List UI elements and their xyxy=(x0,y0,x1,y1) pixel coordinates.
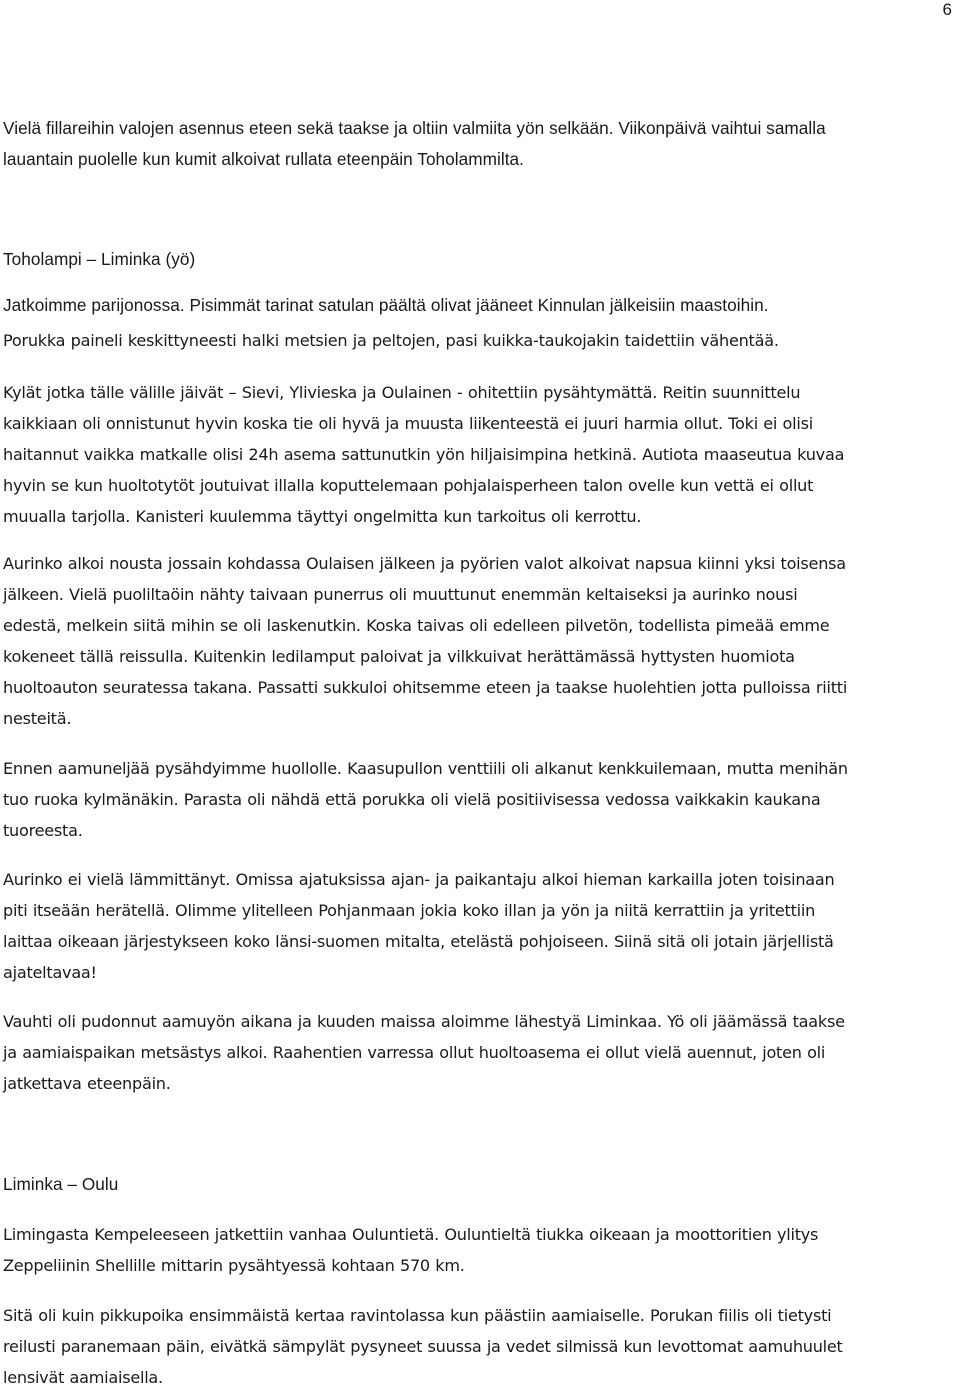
text-line: Ennen aamuneljää pysähdyimme huollolle. Kaasupullon venttiili oli alkanut kenkkuilemaan, mutta menihän xyxy=(3,759,848,778)
paragraph xyxy=(3,377,953,532)
text-line: kokeneet tällä reissulla. Kuitenkin ledilamput paloivat ja vilkkuivat herättämässä hyttysten huomiota xyxy=(3,647,795,666)
text-line: huoltoauton seuratessa takana. Passatti sukkuloi ohitsemme eteen ja taakse huolehtien jotta pulloissa riitti xyxy=(3,678,848,697)
paragraph xyxy=(3,1006,953,1099)
text-line: ajateltavaa! xyxy=(3,963,97,982)
text-line: Toholampi – Liminka (yö) xyxy=(3,249,196,269)
text-line: edestä, melkein siitä mihin se oli laskenutkin. Koska taivas oli edelleen pilvetön, todellista pimeää emme xyxy=(3,616,830,635)
paragraph-intro xyxy=(3,113,953,175)
text-line: Limingasta Kempeleeseen jatkettiin vanhaa Ouluntietä. Ouluntieltä tiukka oikeaan ja moottoritien ylitys xyxy=(3,1225,819,1244)
text-line: haitannut vaikka matkalle olisi 24h asema sattunutkin yön hiljaisimpina hetkinä. Autiota maaseutua kuvaa xyxy=(3,445,845,464)
text-line: piti itseään herätellä. Olimme ylitelleen Pohjanmaan jokia koko illan ja yön ja niitä kerrattiin ja yritettiin xyxy=(3,901,816,920)
text-line: hyvin se kun huoltotytöt joutuivat illalla koputtelemaan pohjalaisperheen talon ovelle kun vettä ei ollut xyxy=(3,476,814,495)
text-line: laittaa oikeaan järjestykseen koko länsi-suomen mitalta, etelästä pohjoiseen. Siinä sitä oli jotain järjellistä xyxy=(3,932,834,951)
text-line: tuoreesta. xyxy=(3,821,83,840)
text-line: ja aamiaispaikan metsästys alkoi. Raahentien varressa ollut huoltoasema ei ollut vielä auennut, joten oli xyxy=(3,1043,826,1062)
text-line: Vauhti oli pudonnut aamuyön aikana ja kuuden maissa aloimme lähestyä Liminkaa. Yö oli jäämässä taakse xyxy=(3,1012,845,1031)
section-heading-liminka-oulu xyxy=(3,1169,953,1200)
text-line: muualla tarjolla. Kanisteri kuulemma täyttyi ongelmitta kun tarkoitus oli kerrottu. xyxy=(3,507,642,526)
text-line: Sitä oli kuin pikkupoika ensimmäistä kertaa ravintolassa kun päästiin aamiaiselle. Porukan fiilis oli tietysti xyxy=(3,1306,832,1325)
paragraph xyxy=(3,548,953,734)
text-line: Liminka – Oulu xyxy=(3,1174,119,1194)
text-line: Porukka paineli keskittyneesti halki metsien ja peltojen, pasi kuikka-taukojakin taidettiin vähentää. xyxy=(3,331,779,350)
text-line: Jatkoimme parijonossa. Pisimmät tarinat satulan päältä olivat jääneet Kinnulan jälkeisiin maastoihin. xyxy=(3,295,769,315)
paragraph xyxy=(3,1219,953,1281)
section-heading-toholampi-liminka xyxy=(3,244,953,275)
paragraph xyxy=(3,325,953,356)
paragraph xyxy=(3,1300,953,1393)
text-line: Vielä fillareihin valojen asennus eteen sekä taakse ja oltiin valmiita yön selkään. Viikonpäivä vaihtui samalla xyxy=(3,118,826,138)
text-line: jälkeen. Vielä puoliltaöin nähty taivaan punerrus oli muuttunut enemmän keltaiseksi ja aurinko nousi xyxy=(3,585,798,604)
text-line: Zeppeliinin Shellille mittarin pysähtyessä kohtaan 570 km. xyxy=(3,1256,465,1275)
text-line: Aurinko ei vielä lämmittänyt. Omissa ajatuksissa ajan- ja paikantaju alkoi hieman karkailla joten toisinaan xyxy=(3,870,835,889)
text-line: lauantain puolelle kun kumit alkoivat rullata eteenpäin Toholammilta. xyxy=(3,149,524,169)
text-line: nesteitä. xyxy=(3,709,72,728)
text-line: tuo ruoka kylmänäkin. Parasta oli nähdä että porukka oli vielä positiivisessa vedossa vaikkakin kaukana xyxy=(3,790,821,809)
page-number: 6 xyxy=(942,0,952,19)
paragraph xyxy=(3,864,953,988)
text-line: reilusti paranemaan päin, eivätkä sämpylät pysyneet suussa ja vedet silmissä kun levottomat aamuhuulet xyxy=(3,1337,843,1356)
text-line: jatkettava eteenpäin. xyxy=(3,1074,171,1093)
paragraph xyxy=(3,753,953,846)
text-line: kaikkiaan oli onnistunut hyvin koska tie oli hyvä ja muusta liikenteestä ei juuri harmia ollut. Toki ei olisi xyxy=(3,414,813,433)
text-line: Kylät jotka tälle välille jäivät – Sievi, Ylivieska ja Oulainen - ohitettiin pysähtymättä. Reitin suunnittelu xyxy=(3,383,801,402)
text-line: Aurinko alkoi nousta jossain kohdassa Oulaisen jälkeen ja pyörien valot alkoivat napsua kiinni yksi toisensa xyxy=(3,554,846,573)
text-line: lensivät aamiaisella. xyxy=(3,1368,163,1387)
paragraph xyxy=(3,290,953,321)
